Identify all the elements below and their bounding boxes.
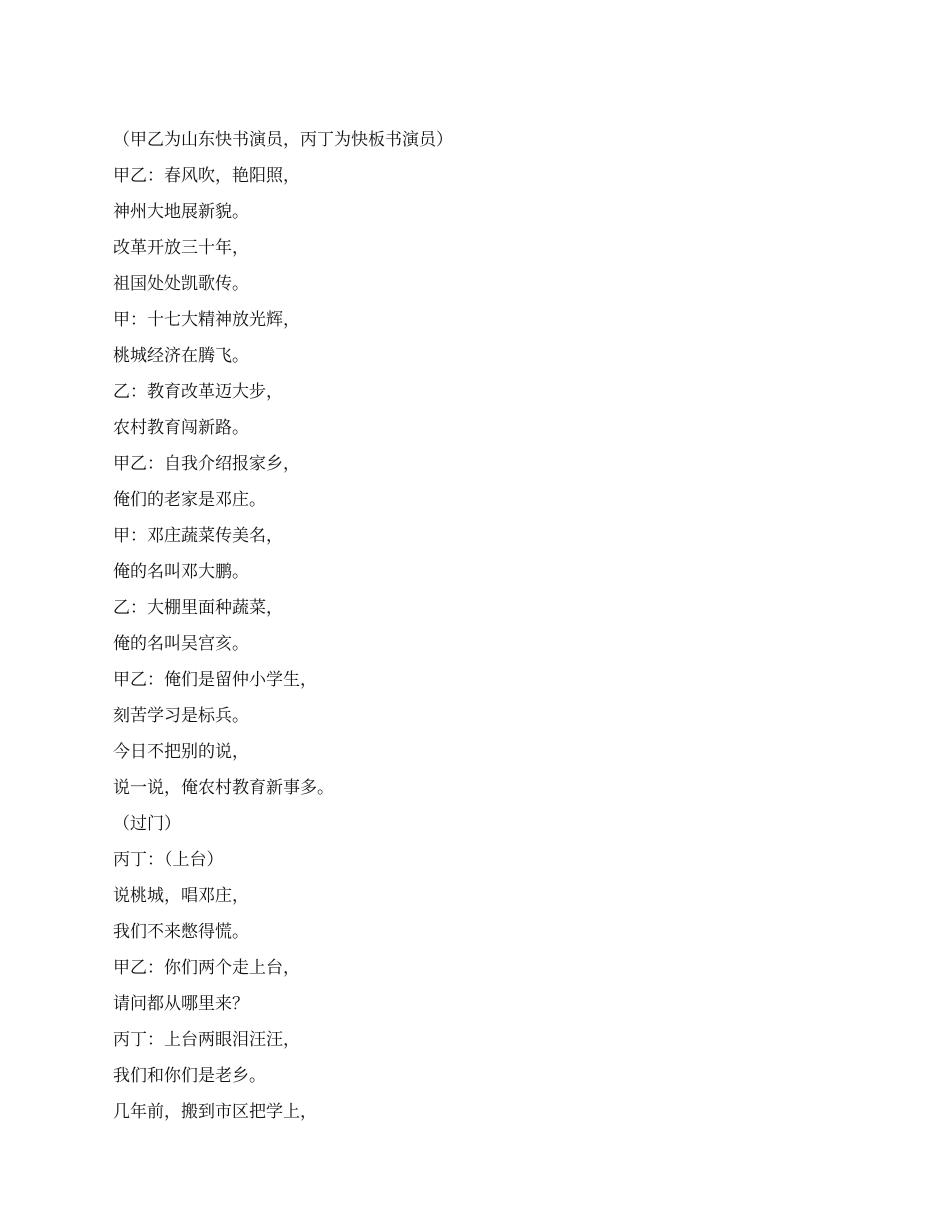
text-line: 祖国处处凯歌传。	[113, 274, 249, 294]
text-line: 俺的名叫邓大鹏。	[113, 562, 249, 582]
text-line: （甲乙为山东快书演员，丙丁为快板书演员）	[113, 130, 453, 150]
text-line: 今日不把别的说，	[113, 742, 249, 762]
text-line: 刻苦学习是标兵。	[113, 706, 249, 726]
text-line: 俺的名叫吴宫亥。	[113, 634, 249, 654]
text-line: 甲乙：俺们是留仲小学生，	[113, 670, 317, 690]
text-line: 改革开放三十年，	[113, 238, 249, 258]
text-line: 甲：十七大精神放光辉，	[113, 310, 300, 330]
text-line: 乙：教育改革迈大步，	[113, 382, 283, 402]
text-line: （过门）	[113, 814, 181, 834]
text-line: 丙丁：上台两眼泪汪汪，	[113, 1030, 300, 1050]
text-line: 甲：邓庄蔬菜传美名，	[113, 526, 283, 546]
text-line: 俺们的老家是邓庄。	[113, 490, 266, 510]
text-line: 农村教育闯新路。	[113, 418, 249, 438]
script-text	[113, 122, 873, 1130]
text-line: 我们和你们是老乡。	[113, 1066, 266, 1086]
text-line: 甲乙：春风吹，艳阳照，	[113, 166, 300, 186]
text-line: 神州大地展新貌。	[113, 202, 249, 222]
text-line: 丙丁：（上台）	[113, 850, 224, 870]
text-line: 乙：大棚里面种蔬菜，	[113, 598, 283, 618]
text-line: 我们不来憋得慌。	[113, 922, 249, 942]
text-line: 说桃城，唱邓庄，	[113, 886, 249, 906]
text-line: 请问都从哪里来？	[113, 994, 249, 1014]
text-line: 桃城经济在腾飞。	[113, 346, 249, 366]
text-line: 甲乙：你们两个走上台，	[113, 958, 300, 978]
text-line: 几年前，搬到市区把学上，	[113, 1102, 317, 1122]
text-line: 说一说，俺农村教育新事多。	[113, 778, 334, 798]
text-line: 甲乙：自我介绍报家乡，	[113, 454, 300, 474]
